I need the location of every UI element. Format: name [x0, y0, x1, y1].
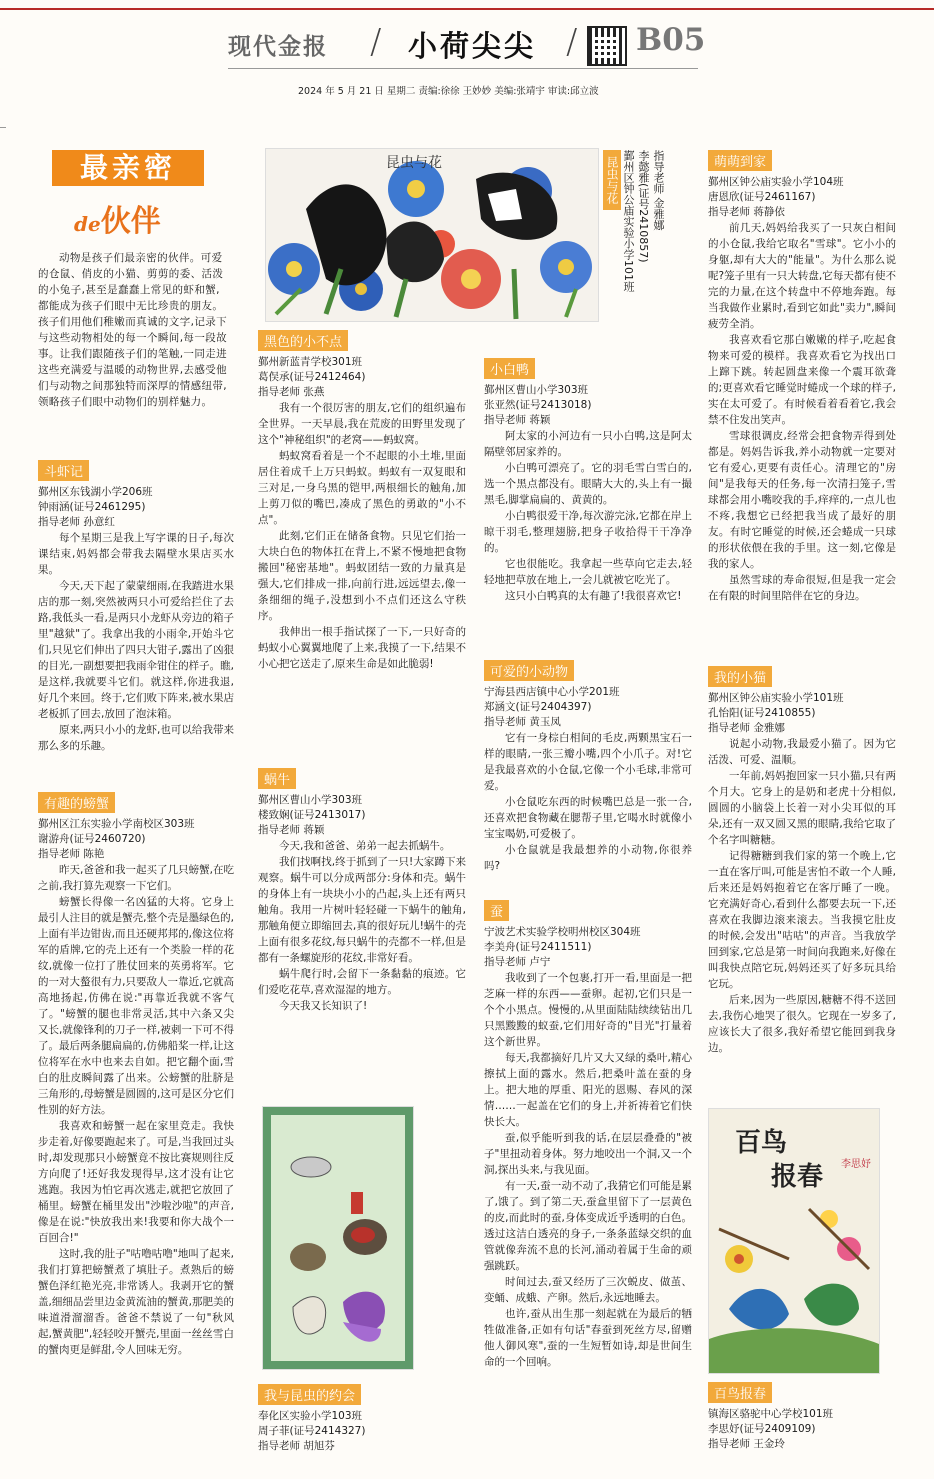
painting-insect-date-art [263, 1107, 413, 1369]
article-title: 蜗牛 [258, 768, 296, 789]
painting-caption: 昆虫与花 [603, 150, 621, 210]
article-school: 宁波艺术实验学校明州校区304班 [484, 926, 641, 938]
painting-title-text: 昆虫与花 [386, 155, 442, 171]
article-paragraph: 这时,我的肚子"咕噜咕噜"地叫了起来,我们打算把螃蟹煮了填肚子。煮熟后的螃蟹色泽红艳光亮,非常诱人。我剥开它的蟹盖,细细品尝里边金黄流油的蟹黄,那肥美的味道滑溜溜香。爸爸不禁说了一句"秋风起,蟹黄肥",轻轻咬开蟹壳,里面一丝丝雪白的蟹肉更是鲜甜,令人回味无穷。 [38, 1248, 234, 1356]
article-paragraph: 前几天,妈妈给我买了一只灰白相间的小仓鼠,我给它取名"雪球"。它小小的身躯,却有大大的"能量"。为什么那么说呢?笼子里有一只大转盘,它每天都有使不完的力量,在这个转盘中不停地奔跑。每当我做作业累时,看到它如此"卖力",瞬间疲劳全消。 [708, 222, 896, 330]
article-paragraph: 螃蟹长得像一名凶猛的大将。它身上最引人注目的就是蟹壳,整个壳是墨绿色的,上面有半边钳齿,而且还硬邦邦的,像这位将军的盾牌,它的壳上还有一个类脸一样的花纹,就像一位打了胜仗回来的英勇将军。它的一对大螯很有力,只要敌人一靠近,它就高高地扬起,仿佛在说:"再靠近我就不客气了。"螃蟹的腿也非常灵活,其中六条又尖又长,就像锋利的刀子一样,被刺一下可不得了。最后两条腿扁扁的,仿佛船桨一样,让这位将军在水中也来去自如。把它翻个面,雪白的肚皮瞬间露了出来。公螃蟹的肚脐是三角形的,母螃蟹是圆圆的,这可是区分它们性别的好方法。 [38, 896, 234, 1116]
article-paragraph: 小仓鼠吃东西的时候嘴巴总是一张一合,还喜欢把食物藏在腮帮子里,它喝水时就像小宝宝喝奶,可爱极了。 [484, 796, 692, 840]
article-student: 唐恩欣(证号2461167) [708, 191, 816, 203]
article-paragraph: 时间过去,蚕又经历了三次蜕皮、做茧、变蛹、成蛾、产卵。然后,永远地睡去。 [484, 1276, 692, 1304]
article-paragraph: 今天我又长知识了! [279, 1000, 368, 1012]
dateline: 2024 年 5 月 21 日 星期二 责编:徐徐 王妙妙 美编:张靖宇 审读:邱立波 [298, 86, 599, 97]
article-paragraph: 我们找啊找,终于抓到了一只!大家蹲下来观察。蜗牛可以分成两部分:身体和壳。蜗牛的身体上有一块块小小的凸起,头上还有两只触角。我用一片树叶轻轻碰一下蜗牛的触角,那触角便立即缩回去,真的很好玩儿!蜗牛的壳上面有很多花纹,每只蜗牛的壳都不一样,但是都有一条螺旋形的花纹,非常好看。 [258, 856, 466, 964]
margin-tick [0, 127, 6, 128]
intro-de: de [74, 212, 101, 236]
article-school: 鄞州区曹山小学303班 [258, 794, 363, 806]
painting-school: 镇海区骆驼中心学校101班 [708, 1408, 834, 1420]
article-paragraph: 它也很能吃。我拿起一些草向它走去,轻轻地把草放在地上,一会儿就被它吃光了。 [484, 558, 692, 586]
article-paragraph: 它有一身棕白相间的毛皮,两颗黑宝石一样的眼睛,一张三瓣小嘴,四个小爪子。对!它是我最喜欢的小仓鼠,它像一个小毛球,非常可爱。 [484, 732, 692, 792]
top-rule [0, 8, 934, 10]
article-paragraph: 雪球很调皮,经常会把食物弄得到处都是。妈妈告诉我,养小动物就一定要对它有爱心,更要有责任心。清理它的"房间"是我每天的任务,每一次清扫笼子,雪球都会用小嘴咬我的手,痒痒的,一点儿也不疼,我想它已经把我当成了最好的朋友。有时它睡觉的时候,还会蜷成一只球的形状依偎在我的手里。这一刻,它像是我的家人。 [708, 430, 896, 570]
article-paragraph: 昨天,爸爸和我一起买了几只螃蟹,在吃之前,我打算先观察一下它们。 [38, 864, 234, 892]
article-teacher: 指导老师 卢宁 [484, 956, 551, 968]
article-paragraph: 我收到了一个包裹,打开一看,里面是一把芝麻一样的东西——蚕卵。起初,它们只是一个个小黑点。慢慢的,从里面陆陆续续钻出几只黑黢黢的蚁蚕,它们用好奇的"目光"打量着这个新世界。 [484, 972, 692, 1048]
article-teacher: 指导老师 孙意红 [38, 516, 115, 528]
article-paragraph: 蚕,似乎能听到我的话,在层层叠叠的"被子"里扭动着身体。努力地咬出一个洞,又一个洞,探出头来,与我见面。 [484, 1132, 692, 1176]
article-hei-se-de-xiao-bu-dian [258, 330, 466, 672]
article-title: 黑色的小不点 [258, 330, 348, 351]
article-title: 萌萌到家 [708, 150, 772, 171]
intro-title-line2: 伙伴 [100, 204, 161, 239]
article-title: 小白鸭 [484, 358, 535, 379]
painting-credit-school: 鄞州区钟公庙实验小学101班 [622, 150, 635, 292]
article-teacher: 指导老师 张燕 [258, 386, 325, 398]
painting-birds-spring [708, 1108, 880, 1374]
article-paragraph: 我有一个很厉害的朋友,它们的组织遍布全世界。一天早晨,我在荒废的田野里发现了这个"神秘组织"的老窝——蚂蚁窝。 [258, 402, 466, 446]
article-ke-ai-de-xiao-dong-wu [484, 660, 692, 874]
article-student: 李美舟(证号2411511) [484, 941, 592, 953]
article-paragraph: 小白鸭可漂亮了。它的羽毛雪白雪白的,选一个黑点都没有。眼睛大大的,头上有一撮黑毛,脚掌扁扁的、黄黄的。 [484, 462, 692, 506]
qr-code-icon[interactable] [587, 26, 627, 66]
article-student: 钟雨涵(证号2461295) [38, 501, 146, 513]
article-paragraph: 后来,因为一些原因,糖糖不得不送回去,我伤心地哭了很久。它现在一岁多了,应该长大了很多,我好希望它能回到我身边。 [708, 994, 896, 1054]
article-dou-xia-ji [38, 460, 234, 754]
painting-credit-teacher: 指导老师 金雅娜 [652, 150, 665, 231]
article-school: 鄞州区钟公庙实验小学101班 [708, 692, 844, 704]
painting-insects-flowers-art [266, 149, 598, 321]
article-paragraph: 每天,我都摘好几片又大又绿的桑叶,精心擦拭上面的露水。然后,把桑叶盖在蚕的身上。把大地的厚重、阳光的恩赐、春风的深情……一起盖在它们的身上,并祈祷着它们快快长大。 [484, 1052, 692, 1128]
article-title: 蚕 [484, 900, 509, 921]
intro-title: 最亲密 [52, 150, 204, 186]
painting-teacher: 指导老师 胡旭芬 [258, 1440, 335, 1452]
painting-birds-in-image-title-1: 百鸟 [735, 1128, 788, 1158]
article-title: 有趣的螃蟹 [38, 792, 115, 813]
painting-title: 我与昆虫的约会 [258, 1384, 361, 1405]
article-student: 孔怡阳(证号2410855) [708, 707, 816, 719]
painting-student: 周子菲(证号2414327) [258, 1425, 366, 1437]
article-teacher: 指导老师 蒋颖 [258, 824, 325, 836]
article-school: 鄞州区曹山小学303班 [484, 384, 589, 396]
article-paragraph: 原来,两只小小的龙虾,也可以给我带来那么多的乐趣。 [38, 724, 234, 752]
article-teacher: 指导老师 陈艳 [38, 848, 105, 860]
intro-text: 动物是孩子们最亲密的伙伴。可爱的仓鼠、俏皮的小猫、剪剪的委、活泼的小兔子,甚至是蠢蠢上常见的虾和蟹,都能成为孩子们眼中无比珍贵的朋友。孩子们用他们稚嫩而真诚的文字,记录下与这些动物相处的每一个瞬间,每一段故事。让我们跟随孩子们的笔触,一同走进这些充满爱与温暖的动物世界,去感受他们与动物之间那独特而深厚的情感纽带,领略孩子们眼中动物们的别样魅力。 [38, 252, 228, 408]
paper-name: 现代金报 [228, 34, 328, 60]
article-school: 鄞州新蓝青学校301班 [258, 356, 363, 368]
article-teacher: 指导老师 蒋静依 [708, 206, 785, 218]
painting-title: 百鸟报春 [708, 1382, 772, 1403]
article-paragraph: 说起小动物,我最爱小猫了。因为它活泼、可爱、温顺。 [708, 738, 896, 766]
article-paragraph: 今天,天下起了蒙蒙细雨,在我踏进水果店的那一刻,突然被两只小可爱给拦住了去路,我低头一看,是两只小龙虾从旁边的箱子里"越狱"了。我拿出我的小雨伞,开始斗它们,只见它们伸出了四只大钳子,露出了凶狠的目光,一副想要把我雨伞钳住的样子。瞧,是这样,我就要斗它们。就这样,你进我退,好几个来回。终于,它们败下阵来,被水果店老板抓了回去,放回了泡沫箱。 [38, 580, 234, 720]
article-wo-de-xiao-mao [708, 666, 896, 1056]
painting-birds-spring-art [709, 1109, 879, 1373]
article-title: 我的小猫 [708, 666, 772, 687]
article-school: 宁海县西店镇中心小学201班 [484, 686, 620, 698]
article-paragraph: 今天,我和爸爸、弟弟一起去抓蜗牛。 [279, 840, 451, 852]
article-teacher: 指导老师 金雅娜 [708, 722, 785, 734]
header-rule [228, 68, 698, 69]
header-divider: / [566, 22, 578, 62]
article-school: 鄞州区钟公庙实验小学104班 [708, 176, 844, 188]
section-title: 小荷尖尖 [408, 29, 537, 63]
article-paragraph: 此刻,它们正在储备食物。只见它们抬一大块白色的物体扛在背上,不紧不慢地把食物搬回"秘密基地"。蚂蚁团结一致的力量真是强大,它们排成一排,向前行进,远远望去,像一条细细的绳子,没想到小不点们还这么守秩序。 [258, 530, 466, 622]
painting-birds-credit [708, 1382, 896, 1452]
article-paragraph: 也许,蚕从出生那一刻起就在为最后的牺牲做准备,正如有句话"春蚕到死丝方尽,留赠他人御风寒",蚕的一生短暂如诗,却是世间生命的一个回响。 [484, 1308, 692, 1368]
article-paragraph: 这只小白鸭真的太有趣了!我很喜欢它! [505, 590, 682, 602]
article-title: 斗虾记 [38, 460, 89, 481]
article-student: 郑涵文(证号2404397) [484, 701, 592, 713]
painting-school: 奉化区实验小学103班 [258, 1410, 363, 1422]
article-paragraph: 蚂蚁窝看着是一个不起眼的小土堆,里面居住着成千上万只蚂蚁。蚂蚁有一双复眼和三对足,一身乌黑的铠甲,两根细长的触角,加上剪刀似的嘴巴,凑成了黑色的勇敢的"小不点"。 [258, 450, 466, 526]
article-wo-niu [258, 768, 466, 1014]
article-paragraph: 蜗牛爬行时,会留下一条黏黏的痕迹。它们爱吃花草,喜欢湿湿的地方。 [258, 968, 466, 996]
article-paragraph: 我喜欢看它那白嫩嫩的样子,吃起食物来可爱的模样。我喜欢看它为找出口上蹿下跳。转起圆盘来像一个震耳欲聋的;更喜欢看它睡觉时蜷成一个球的样子,实在太可爱了。有时候看着看着它,我会禁不住发出笑声。 [708, 334, 896, 426]
article-teacher: 指导老师 蒋颖 [484, 414, 551, 426]
article-title: 可爱的小动物 [484, 660, 574, 681]
article-paragraph: 我伸出一根手指试探了一下,一只好奇的蚂蚁小心翼翼地爬了上来,我摸了一下,结果不小心把它送走了,原来生命是如此脆弱! [258, 626, 466, 670]
article-teacher: 指导老师 黄玉凤 [484, 716, 561, 728]
painting-teacher: 指导老师 王金玲 [708, 1438, 785, 1450]
article-meng-meng-dao-jia [708, 150, 896, 604]
article-xiao-bai-ya [484, 358, 692, 604]
article-paragraph: 小仓鼠就是我最想养的小动物,你很养吗? [484, 844, 692, 872]
article-school: 鄞州区东钱湖小学206班 [38, 486, 153, 498]
article-student: 楼致娴(证号2413017) [258, 809, 366, 821]
article-student: 张亚然(证号2413018) [484, 399, 592, 411]
painting-student: 李思妤(证号2409109) [708, 1423, 816, 1435]
article-school: 鄞州区江东实验小学南校区303班 [38, 818, 195, 830]
article-paragraph: 小白鸭很爱干净,每次游完泳,它都在岸上晾干羽毛,整理翅膀,把身子收拾得干干净净的。 [484, 510, 692, 554]
article-paragraph: 一年前,妈妈抱回家一只小猫,只有两个月大。它身上的是奶和老虎十分相似,圆圆的小脑袋上长着一对小尖耳似的耳朵,还有一双又圆又黑的眼睛,我给它取了个名字叫糖糖。 [708, 770, 896, 846]
article-paragraph: 虽然雪球的寿命很短,但是我一定会在有限的时间里陪伴在它的身边。 [708, 574, 896, 602]
painting-credit-student: 李懿雅(证号2410857) [637, 150, 650, 263]
article-you-qu-de-pang-xie [38, 792, 234, 1358]
painting-insect-date [262, 1106, 414, 1370]
painting-birds-signature: 李思妤 [841, 1159, 871, 1170]
article-paragraph: 每个星期三是我上写字课的日子,每次课结束,妈妈都会带我去隔壁水果店买水果。 [38, 532, 234, 576]
article-student: 谢游舟(证号2460720) [38, 833, 146, 845]
article-student: 葛俣承(证号2412464) [258, 371, 366, 383]
article-can [484, 900, 692, 1370]
painting-birds-in-image-title-2: 报春 [771, 1162, 824, 1192]
painting-insects-credit [258, 1384, 466, 1454]
intro-subtitle [74, 196, 161, 240]
page-number: B05 [636, 22, 706, 58]
article-paragraph: 我喜欢和螃蟹一起在家里竞走。我快步走着,好像要跑起来了。可是,当我回过头时,却发现那只小螃蟹竟不按比赛规则往反方向爬了!还好我发现得早,这才没有让它逃跑。我因为怕它再次逃走,就把它放回了桶里。螃蟹在桶里发出"沙啦沙啦"的声音,像是在说:"快放我出来!我要和你大战个一百回合!" [38, 1120, 234, 1244]
article-paragraph: 阿太家的小河边有一只小白鸭,这是阿太隔壁邻居家养的。 [484, 430, 692, 458]
article-paragraph: 记得糖糖到我们家的第一个晚上,它一直在客厅叫,可能是害怕不敢一个人睡,后来还是妈妈抱着它在客厅睡了一晚。它充满好奇心,看到什么都要去玩一下,还喜欢在我脚边滚来滚去。当我摸它肚皮的时候,会发出"咕咕"的声音。当我放学回到家,它总是第一时间向我跑来,好像在叫我快点陪它玩,妈妈还买了好多玩具给它玩。 [708, 850, 896, 990]
article-paragraph: 有一天,蚕一动不动了,我猜它们可能是累了,饿了。到了第二天,蚕盒里留下了一层黄色的皮,而此时的蚕,身体变成近乎透明的白色。透过这洁白透亮的身子,一条条蓝绿交织的血管就像奔流不息的长河,涌动着属于生命的顽强跳跃。 [484, 1180, 692, 1272]
painting-insects-flowers [265, 148, 599, 322]
header-divider: / [370, 22, 382, 62]
